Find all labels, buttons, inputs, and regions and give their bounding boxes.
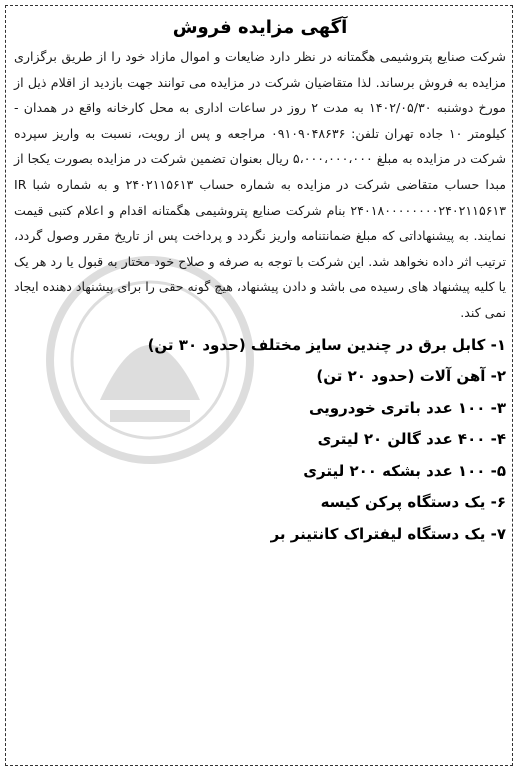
notice-title: آگهی مزایده فروش (172, 17, 348, 38)
notice-body: شرکت صنایع پتروشیمی هگمتانه در نظر دارد ضایعات و اموال مازاد خود را از طریق برگزاری مزایده به فروش برساند. لذا متقاضیان شرکت در مزایده می توانند جهت بازدید از اقلام ذیل از مورخ دوشنبه ۱۴۰۲/۰۵/۳۰ به مدت ۲ روز در ساعات اداری به محل کارخانه واقع در همدان - کیلومتر ۱۰ جاده تهران تلفن: ۰۹۱۰۹۰۴۸۶۳۶ مراجعه و پس از رویت، نسبت به واریز سپرده شرکت در مزایده به مبلغ ۵،۰۰۰،۰۰۰،۰۰۰ ریال بعنوان تضمین شرکت در مزایده بصورت یکجا از مبدا حساب متقاضی شرکت در مزایده به شماره حساب ۲۴۰۲۱۱۵۶۱۳ و به شماره شبا IR ۲۴۰۱۸۰۰۰۰۰۰۰۰۲۴۰۲۱۱۵۶۱۳ بنام شرکت صنایع پتروشیمی هگمتانه اقدام و اعلام کتبی قیمت نمایند. به پیشنهاداتی که مبلغ ضمانتنامه واریز نگردد و پرداخت پس از تاریخ مقرر وصول گردد، ترتیب اثر داده نخواهد شد. این شرکت با توجه به صرفه و صلاح خود مختار به قبول یا رد هر یک یا کلیه پیشنهاد های رسیده می باشد و دادن پیشنهاد، هیچ گونه حقی را برای پیشنهاد دهنده ایجاد نمی کند. (14, 49, 507, 320)
auction-item: ۶- یک دستگاه پرکن کیسه (320, 493, 506, 512)
auction-item: ۲- آهن آلات (حدود ۲۰ تن) (316, 367, 506, 386)
auction-item: ۷- یک دستگاه لیفتراک کانتینر بر (270, 524, 506, 543)
auction-item: ۴- ۴۰۰ عدد گالن ۲۰ لیتری (317, 430, 506, 449)
auction-item: ۱- کابل برق در چندین سایز مختلف (حدود ۳۰ تن) (147, 335, 506, 354)
auction-items-list (14, 330, 506, 551)
auction-item: ۳- ۱۰۰ عدد باتری خودرویی (308, 398, 506, 417)
auction-item: ۵- ۱۰۰ عدد بشکه ۲۰۰ لیتری (303, 461, 506, 480)
auction-notice (14, 14, 506, 550)
